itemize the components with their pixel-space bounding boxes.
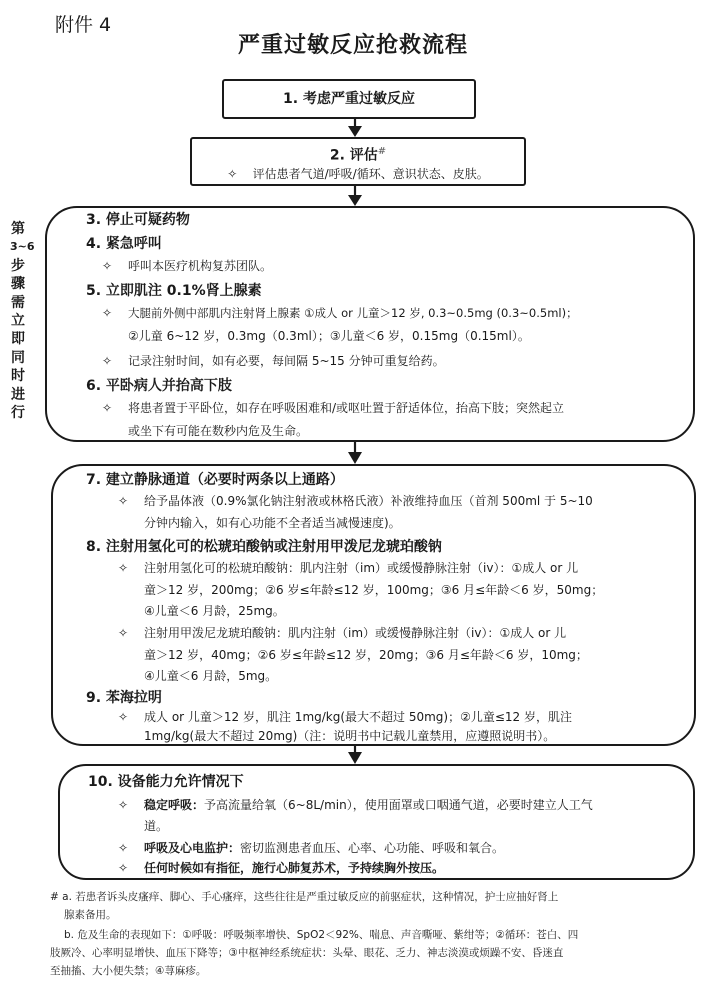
- step-2-title: 2. 评估: [329, 147, 378, 164]
- bullet-icon: ✧: [118, 841, 129, 855]
- footnote-b-line: 肢厥冷、心率明显增快、血压下降等；③中枢神经系统症状：头晕、眼花、乏力、神志淡漠或烦躁不安、昏迷直: [50, 947, 564, 959]
- step-10-text-line: [144, 795, 593, 816]
- bullet-icon: ✧: [118, 861, 129, 875]
- step-6-title: 6. 平卧病人并抬高下肢: [86, 378, 232, 394]
- bullet-icon: ✧: [118, 494, 129, 508]
- side-char: 同: [11, 349, 25, 366]
- step-2-box: [190, 137, 526, 186]
- step-4-title: 4. 紧急呼叫: [86, 236, 162, 252]
- step-2-body: [192, 165, 524, 183]
- step-10-text-line: [144, 838, 504, 859]
- footnote-b-line: 至抽搐、大小便失禁；④荨麻疹。: [50, 965, 207, 977]
- step-10-text: 密切监测患者血压、心率、心功能、呼吸和氧合。: [240, 841, 505, 855]
- step-1-title: 1. 考虑严重过敏反应: [283, 91, 415, 107]
- side-char: 行: [11, 405, 25, 422]
- step-9-title: 9. 苯海拉明: [86, 690, 162, 706]
- step-5-text-line: 记录注射时间，如有必要，每间隔 5~15 分钟可重复给药。: [128, 354, 445, 368]
- step-5-text-line: 大腿前外侧中部肌内注射肾上腺素 ①成人 or 儿童＞12 岁, 0.3~0.5mg (0.3~0.5ml)；: [128, 306, 578, 320]
- step-4-text: 呼叫本医疗机构复苏团队。: [128, 259, 273, 273]
- side-char: 骤: [11, 276, 25, 293]
- step-8-text-line: 童＞12 岁，40mg；②6 岁≤年龄≤12 岁，20mg；③6 月≤年龄＜6 岁，10mg；: [144, 648, 588, 662]
- page-title: 严重过敏反应抢救流程: [237, 33, 468, 58]
- step-10-text: 予高流量给氧（6~8L/min），使用面罩或口咽通气道，必要时建立人工气: [204, 798, 593, 812]
- attachment-label: 附件 4: [55, 14, 112, 36]
- step-9-text-line: 成人 or 儿童＞12 岁，肌注 1mg/kg(最大不超过 50mg)；②儿童≤12 岁，肌注: [144, 710, 573, 724]
- step-3-title: 3. 停止可疑药物: [86, 212, 190, 228]
- side-char: 进: [11, 386, 25, 403]
- arrow-down-icon: [348, 746, 362, 764]
- step-6-text-line: 或坐下有可能在数秒内危及生命。: [128, 424, 309, 438]
- side-label: [10, 220, 35, 422]
- arrow-down-icon: [348, 119, 362, 137]
- step-8-text-line: ④儿童＜6 月龄，5mg。: [144, 669, 278, 683]
- step-6-text-line: 将患者置于平卧位，如存在呼吸困难和/或呕吐置于舒适体位，抬高下肢；突然起立: [128, 401, 565, 415]
- step-8-title: 8. 注射用氢化可的松琥珀酸钠或注射用甲泼尼龙琥珀酸钠: [86, 539, 442, 555]
- step-10-text-line: 任何时候如有指征，施行心肺复苏术，予持续胸外按压。: [144, 861, 445, 875]
- step-2-heading: [192, 143, 524, 165]
- footnote-a-line: # a. 若患者诉头皮瘙痒、脚心、手心瘙痒，这些往往是严重过敏反应的前驱症状，这种情况，护士应抽好肾上: [50, 891, 559, 903]
- bullet-icon: ✧: [118, 626, 129, 640]
- bullet-icon: ✧: [102, 354, 113, 368]
- footnote-mark: #: [377, 146, 387, 157]
- arrow-down-icon: [348, 186, 362, 206]
- side-char: 需: [11, 294, 25, 311]
- side-char: 步: [11, 257, 25, 274]
- step-2-text: 评估患者气道/呼吸/循环、意识状态、皮肤。: [252, 166, 489, 181]
- bullet-icon: ✧: [118, 710, 129, 724]
- footnote-a-line: 腺素备用。: [64, 909, 117, 921]
- step-8-text-line: ④儿童＜6 月龄，25mg。: [144, 604, 285, 618]
- side-char: 3~6: [10, 240, 35, 254]
- step-8-text-line: 注射用氢化可的松琥珀酸钠：肌内注射（im）或缓慢静脉注射（iv）：①成人 or 儿: [144, 561, 579, 575]
- step-5-title: 5. 立即肌注 0.1%肾上腺素: [86, 283, 262, 299]
- bullet-icon: ✧: [118, 798, 129, 812]
- step-5-text-line: ②儿童 6~12 岁，0.3mg（0.3ml）；③儿童＜6 岁，0.15mg（0.15ml）。: [128, 329, 530, 343]
- arrow-down-icon: [348, 442, 362, 464]
- step-10-title: 10. 设备能力允许情况下: [88, 774, 244, 790]
- side-char: 即: [11, 331, 25, 348]
- bullet-icon: ✧: [102, 401, 113, 415]
- step-1-box: [222, 79, 476, 119]
- bullet-icon: ✧: [118, 561, 129, 575]
- step-8-text-line: 童＞12 岁，200mg；②6 岁≤年龄≤12 岁，100mg；③6 月≤年龄＜6 岁，50mg；: [144, 583, 604, 597]
- step-7-text-line: 给予晶体液（0.9%氯化钠注射液或林格氏液）补液维持血压（首剂 500ml 于 5~10: [144, 494, 593, 508]
- bullet-icon: ✧: [102, 259, 113, 273]
- step-7-text-line: 分钟内输入，如有心功能不全者适当减慢速度)。: [144, 516, 401, 530]
- step-9-text-line: 1mg/kg(最大不超过 20mg)（注：说明书中记载儿童禁用，应遵照说明书）。: [144, 729, 556, 743]
- side-char: 第: [11, 221, 25, 237]
- bullet-icon: ✧: [102, 306, 113, 320]
- side-char: 立: [11, 313, 25, 330]
- step-8-text-line: 注射用甲泼尼龙琥珀酸钠：肌内注射（im）或缓慢静脉注射（iv）：①成人 or 儿: [144, 626, 567, 640]
- step-10-label: 稳定呼吸：: [144, 798, 205, 812]
- bullet-icon: ✧: [227, 166, 238, 181]
- side-char: 时: [11, 368, 25, 385]
- step-10-label: 呼吸及心电监护：: [144, 841, 241, 855]
- footnote-b-line: b. 危及生命的表现如下：①呼吸：呼吸频率增快、SpO2＜92%、喘息、声音嘶哑、紫绀等；②循环：苍白、四: [64, 929, 579, 941]
- step-10-text-line: 道。: [144, 819, 169, 833]
- step-7-title: 7. 建立静脉通道（必要时两条以上通路）: [86, 472, 344, 488]
